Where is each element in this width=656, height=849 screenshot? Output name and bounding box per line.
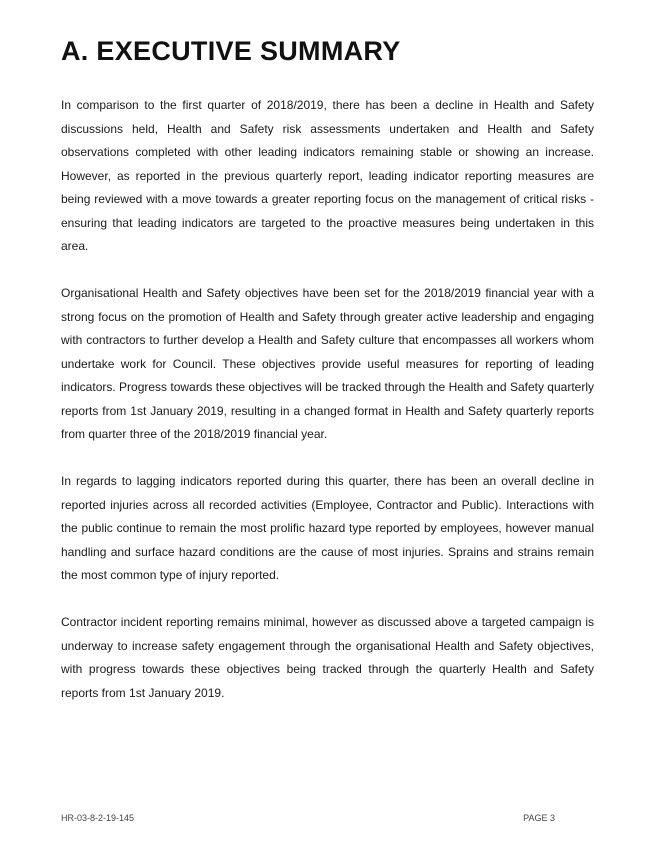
page-number: PAGE 3 bbox=[523, 813, 555, 823]
document-reference: HR-03-8-2-19-145 bbox=[61, 813, 135, 823]
paragraph-contractor-reporting: Contractor incident reporting remains minimal, however as discussed above a targeted campaign is underway to increase safety engagement through the organisational Health and Safety objectives, with progress towards these objectives being tracked through the quarterly Health and Safety reports from 1st January 2019. bbox=[61, 615, 594, 700]
section-heading: A. EXECUTIVE SUMMARY bbox=[61, 36, 401, 66]
paragraph-objectives: Organisational Health and Safety objectives have been set for the 2018/2019 financial year with a strong focus on the promotion of Health and Safety through greater active leadership and engaging with contractors to further develop a Health and Safety culture that encompasses all workers whom undertake work for Council. These objectives provide useful measures for reporting of leading indicators. Progress towards these objectives will be tracked through the Health and Safety quarterly reports from 1st January 2019, resulting in a changed format in Health and Safety quarterly reports from quarter three of the 2018/2019 financial year. bbox=[61, 286, 594, 441]
paragraph-lagging-indicators: In regards to lagging indicators reported during this quarter, there has been an overall decline in reported injuries across all recorded activities (Employee, Contractor and Public). Interactions with the public continue to remain the most prolific hazard type reported by employees, however manual handling and surface hazard conditions are the cause of most injuries. Sprains and strains remain the most common type of injury reported. bbox=[61, 474, 594, 582]
paragraph-leading-indicators: In comparison to the first quarter of 2018/2019, there has been a decline in Health and Safety discussions held, Health and Safety risk assessments undertaken and Health and Safety observations completed with other leading indicators remaining stable or showing an increase. However, as reported in the previous quarterly report, leading indicator reporting measures are being reviewed with a move towards a greater reporting focus on the management of critical risks - ensuring that leading indicators are targeted to the proactive measures being undertaken in this area. bbox=[61, 98, 594, 253]
summary-body bbox=[61, 94, 594, 729]
